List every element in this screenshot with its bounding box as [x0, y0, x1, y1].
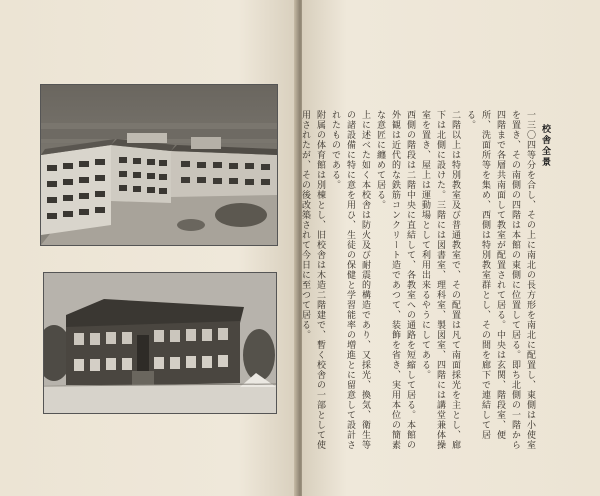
- paragraph: 附属の体育館は別棟とし、旧校舎は木造二階建で、暫く校舎の一部として使用されたが、その後改築されて今日に至つて居る。: [300, 110, 325, 450]
- paragraph: 一三〇四等分を合し、その上に南北の長方形を南北に配置し、東側は小使室を置き、その南側の四階は本館の東側に位置して居る。即ち北側の一階から四階まで各層共南面して教室が配置されて居る。中央は玄関、階段室、便所、洗面所等を集め、西側は特別教室群とし、その間を廊下で連結して居る。: [465, 110, 535, 450]
- school-aerial-photo: [40, 84, 278, 246]
- vertical-text-block: [297, 110, 552, 450]
- left-page: [0, 0, 298, 496]
- section-heading: 校舎全景: [540, 124, 550, 168]
- paragraph: 西側の階段は二階中央に直結して、各教室への通路を短縮して居る。本館の外観は近代的な鉄筋コンクリート造であつて、装飾を省き、実用本位の簡素な意匠に纏めて居る。: [375, 110, 415, 450]
- right-page: [302, 0, 600, 496]
- paragraph: 上に述べた如く本校舎は防火及び耐震的構造であり、又採光、換気、衛生等の諸設備に特に意を用ひ、生徒の保健と学習能率の増進とに留意して設計されたものである。: [330, 110, 370, 450]
- paragraph: 二階以上は特別教室及び普通教室で、その配置は凡て南面採光を主とし、廊下は北側に設けた。三階には図書室、理科室、製図室、四階には講堂兼体操室を置き、屋上は運動場として利用出来るやうにしてある。: [420, 110, 460, 450]
- old-school-building-photo: [43, 272, 277, 414]
